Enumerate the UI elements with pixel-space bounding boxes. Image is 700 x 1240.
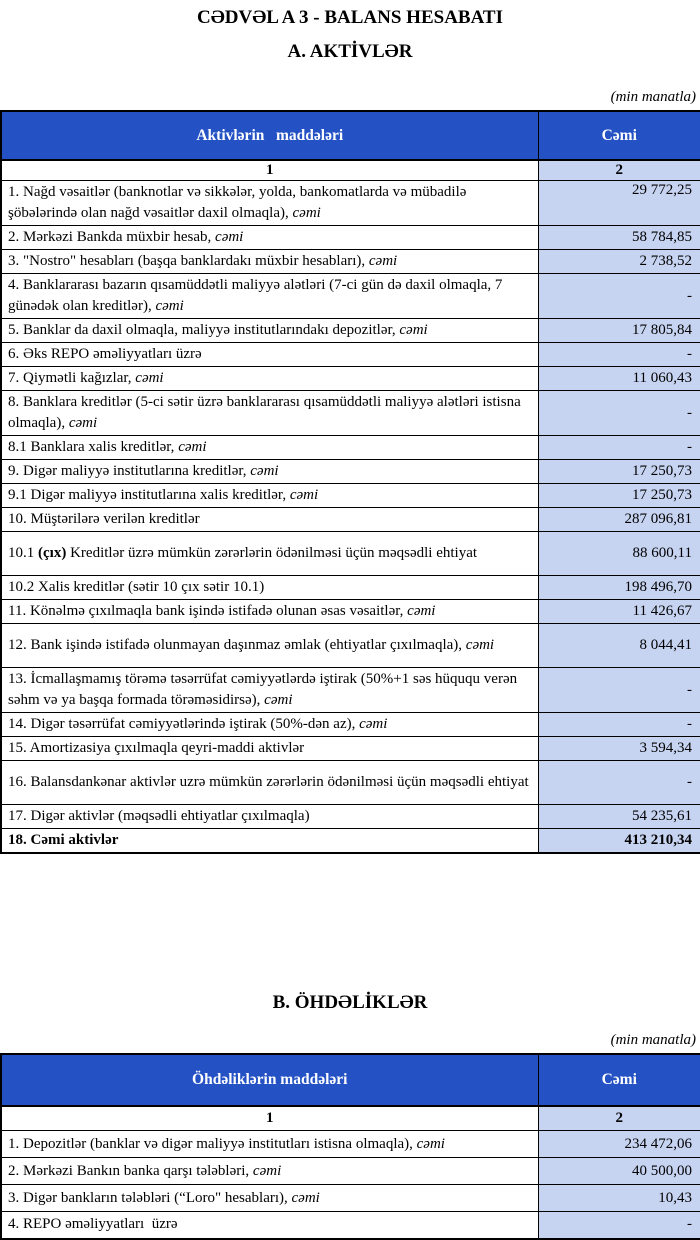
row-label bbox=[1, 1185, 538, 1212]
row-label bbox=[1, 343, 538, 367]
assets-label-column-header: Aktivlərin maddələri bbox=[1, 111, 538, 160]
row-label-segment: cəmi bbox=[291, 1189, 320, 1206]
table-row bbox=[1, 367, 700, 391]
column-number-1: 1 bbox=[1, 1106, 538, 1131]
row-value: - bbox=[538, 1212, 700, 1239]
row-label bbox=[1, 532, 538, 576]
row-label bbox=[1, 1212, 538, 1239]
row-label-segment: 15. Amortizasiya çıxılmaqla qeyri-maddi aktivlər bbox=[8, 740, 305, 756]
table-row bbox=[1, 343, 700, 367]
row-label-segment: Kreditlər üzrə mümkün zərərlərin ödənilməsi üçün məqsədli ehtiyat bbox=[66, 545, 478, 561]
table-row bbox=[1, 829, 700, 854]
assets-table bbox=[0, 110, 700, 854]
table-row bbox=[1, 484, 700, 508]
row-value: 11 426,67 bbox=[538, 600, 700, 624]
assets-column-number-row bbox=[1, 160, 700, 181]
row-label bbox=[1, 600, 538, 624]
row-label bbox=[1, 181, 538, 226]
row-label bbox=[1, 391, 538, 436]
table-row bbox=[1, 460, 700, 484]
row-value: 2 738,52 bbox=[538, 250, 700, 274]
row-label bbox=[1, 624, 538, 668]
row-label-segment: 8.1 Banklara xalis kreditlər, bbox=[8, 439, 179, 455]
row-label-segment: cəmi bbox=[465, 637, 495, 653]
row-label bbox=[1, 1131, 538, 1158]
table-row bbox=[1, 181, 700, 226]
section-b-unit-note: (min manatla) bbox=[610, 1032, 696, 1048]
row-value: 17 805,84 bbox=[538, 319, 700, 343]
table-row bbox=[1, 713, 700, 737]
row-label-segment: 6. Əks REPO əməliyyatları üzrə bbox=[8, 346, 202, 362]
row-value: 17 250,73 bbox=[538, 484, 700, 508]
row-label-segment: 11. Könəlmə çıxılmaqla bank işində istifadə olunan əsas vəsaitlər, bbox=[8, 603, 408, 619]
row-value: 88 600,11 bbox=[538, 532, 700, 576]
table-row bbox=[1, 391, 700, 436]
row-value: - bbox=[538, 274, 700, 319]
row-value: 11 060,43 bbox=[538, 367, 700, 391]
row-label-segment: 16. Balansdankənar aktivlər uzrə mümkün zərərlərin ödənilməsi üçün məqsədli ehtiyat bbox=[8, 774, 529, 790]
row-label-segment: 18. Cəmi aktivlər bbox=[8, 832, 119, 848]
table-row bbox=[1, 250, 700, 274]
table-row bbox=[1, 319, 700, 343]
row-value: - bbox=[538, 713, 700, 737]
row-label-segment: cəmi bbox=[264, 692, 293, 708]
row-label-segment: 1. Depozitlər (banklar və digər maliyyə institutları istisna olmaqla), bbox=[8, 1135, 417, 1152]
row-label bbox=[1, 460, 538, 484]
row-label-segment: 10.2 Xalis kreditlər (sətir 10 çıx sətir 10.1) bbox=[8, 579, 265, 595]
section-a-unit-note: (min manatla) bbox=[610, 89, 696, 105]
row-value: 234 472,06 bbox=[538, 1131, 700, 1158]
liabilities-value-column-header: Cəmi bbox=[538, 1054, 700, 1106]
assets-table-header-row bbox=[1, 111, 700, 160]
liabilities-table-header-row bbox=[1, 1054, 700, 1106]
row-label-segment: 14. Digər təsərrüfat cəmiyyətlərində iştirak (50%-dən az), bbox=[8, 716, 360, 732]
row-label-segment: cəmi bbox=[178, 439, 207, 455]
row-label-segment: cəmi bbox=[289, 487, 319, 503]
column-number-2: 2 bbox=[538, 160, 700, 181]
row-label bbox=[1, 713, 538, 737]
table-row bbox=[1, 737, 700, 761]
row-label-segment: cəmi bbox=[359, 716, 388, 732]
assets-value-column-header: Cəmi bbox=[538, 111, 700, 160]
row-value: 58 784,85 bbox=[538, 226, 700, 250]
table-row bbox=[1, 436, 700, 460]
row-label-segment: 4. REPO əməliyyatları üzrə bbox=[8, 1216, 178, 1233]
table-row bbox=[1, 1131, 700, 1158]
table-row bbox=[1, 226, 700, 250]
row-label-segment: cəmi bbox=[416, 1135, 445, 1152]
row-label-segment: 10. Müştərilərə verilən kreditlər bbox=[8, 511, 200, 527]
row-label-segment: 7. Qiymətli kağızlar, bbox=[8, 370, 136, 386]
section-a-heading: A. AKTİVLƏR bbox=[287, 41, 413, 62]
row-value: 413 210,34 bbox=[538, 829, 700, 854]
section-b-heading: B. ÖHDƏLİKLƏR bbox=[272, 992, 428, 1013]
table-row bbox=[1, 508, 700, 532]
row-value: 198 496,70 bbox=[538, 576, 700, 600]
row-label-segment: cəmi bbox=[252, 1162, 282, 1179]
table-row bbox=[1, 1212, 700, 1239]
row-label-segment: (çıx) bbox=[38, 545, 67, 561]
row-label-segment: cəmi bbox=[407, 603, 436, 619]
row-label bbox=[1, 436, 538, 460]
row-value: - bbox=[538, 391, 700, 436]
table-row bbox=[1, 761, 700, 805]
row-value: 287 096,81 bbox=[538, 508, 700, 532]
row-label-segment: cəmi bbox=[68, 415, 98, 431]
liabilities-column-number-row bbox=[1, 1106, 700, 1131]
row-label-segment: cəmi bbox=[368, 253, 398, 269]
table-row bbox=[1, 532, 700, 576]
row-label-segment: 10.1 bbox=[8, 545, 38, 561]
table-row bbox=[1, 600, 700, 624]
row-label bbox=[1, 484, 538, 508]
row-value: 54 235,61 bbox=[538, 805, 700, 829]
row-label-segment: 2. Mərkəzi Bankda müxbir hesab, bbox=[8, 229, 216, 245]
liabilities-table bbox=[0, 1053, 700, 1240]
table-row bbox=[1, 1185, 700, 1212]
row-value: 29 772,25 bbox=[538, 181, 700, 226]
row-label-segment: 12. Bank işində istifadə olunmayan daşınmaz əmlak (ehtiyatlar çıxılmaqla), bbox=[8, 637, 466, 653]
row-value: - bbox=[538, 343, 700, 367]
row-label-segment: 3. "Nostro" hesabları (başqa banklardakı müxbir hesabları), bbox=[8, 253, 369, 269]
row-label-segment: 2. Mərkəzi Bankın banka qarşı tələbləri, bbox=[8, 1162, 253, 1179]
table-row bbox=[1, 624, 700, 668]
row-value: 40 500,00 bbox=[538, 1158, 700, 1185]
row-label bbox=[1, 1158, 538, 1185]
row-label bbox=[1, 367, 538, 391]
row-value: - bbox=[538, 761, 700, 805]
row-label-segment: 9.1 Digər maliyyə institutlarına xalis kreditlər, bbox=[8, 487, 290, 503]
row-value: - bbox=[538, 668, 700, 713]
row-value: - bbox=[538, 436, 700, 460]
row-label-segment: 9. Digər maliyyə institutlarına kreditlər, bbox=[8, 463, 251, 479]
table-row bbox=[1, 805, 700, 829]
row-label-segment: cəmi bbox=[292, 205, 321, 221]
row-label bbox=[1, 668, 538, 713]
row-label bbox=[1, 737, 538, 761]
table-row bbox=[1, 1158, 700, 1185]
row-label bbox=[1, 576, 538, 600]
row-label bbox=[1, 250, 538, 274]
row-label-segment: 4. Banklararası bazarın qısamüddətli maliyyə alətləri (7-ci gün də daxil olmaqla, 7 günədək olan kreditlər), bbox=[8, 277, 507, 314]
row-label-segment: cəmi bbox=[250, 463, 279, 479]
row-value: 8 044,41 bbox=[538, 624, 700, 668]
table-row bbox=[1, 576, 700, 600]
row-label-segment: 13. İcmallaşmamış törəmə təsərrüfat cəmiyyətlərdə iştirak (50%+1 səs hüququ verən səhm və ya başqa formada törəməsidirsə), bbox=[8, 671, 521, 708]
row-label-segment: cəmi bbox=[155, 298, 184, 314]
row-label bbox=[1, 226, 538, 250]
row-value: 10,43 bbox=[538, 1185, 700, 1212]
document bbox=[0, 6, 700, 1240]
row-label-segment: cəmi bbox=[399, 322, 428, 338]
row-value: 3 594,34 bbox=[538, 737, 700, 761]
row-label bbox=[1, 805, 538, 829]
row-label bbox=[1, 508, 538, 532]
row-label bbox=[1, 761, 538, 805]
table-row bbox=[1, 274, 700, 319]
row-label-segment: 8. Banklara kreditlər (5-ci sətir üzrə banklararası qısamüddətli maliyyə alətləri istisna olmaqla), bbox=[8, 394, 525, 431]
row-label-segment: 5. Banklar da daxil olmaqla, maliyyə institutlarındakı depozitlər, bbox=[8, 322, 400, 338]
row-label-segment: 3. Digər bankların tələbləri (“Loro" hesabları), bbox=[8, 1189, 292, 1206]
row-label bbox=[1, 319, 538, 343]
column-number-2: 2 bbox=[538, 1106, 700, 1131]
document-title: CƏDVƏL A 3 - BALANS HESABATI bbox=[197, 7, 503, 28]
liabilities-label-column-header: Öhdəliklərin maddələri bbox=[1, 1054, 538, 1106]
row-value: 17 250,73 bbox=[538, 460, 700, 484]
row-label-segment: 17. Digər aktivlər (məqsədli ehtiyatlar çıxılmaqla) bbox=[8, 808, 310, 824]
row-label-segment: cəmi bbox=[215, 229, 244, 245]
row-label-segment: 1. Nağd vəsaitlər (banknotlar və sikkələr, yolda, bankomatlarda və mübadilə şöbələrində olan nağd vəsaitlər daxil olmaqla), bbox=[8, 184, 471, 221]
row-label bbox=[1, 274, 538, 319]
column-number-1: 1 bbox=[1, 160, 538, 181]
row-label bbox=[1, 829, 538, 854]
table-row bbox=[1, 668, 700, 713]
row-label-segment: cəmi bbox=[135, 370, 164, 386]
